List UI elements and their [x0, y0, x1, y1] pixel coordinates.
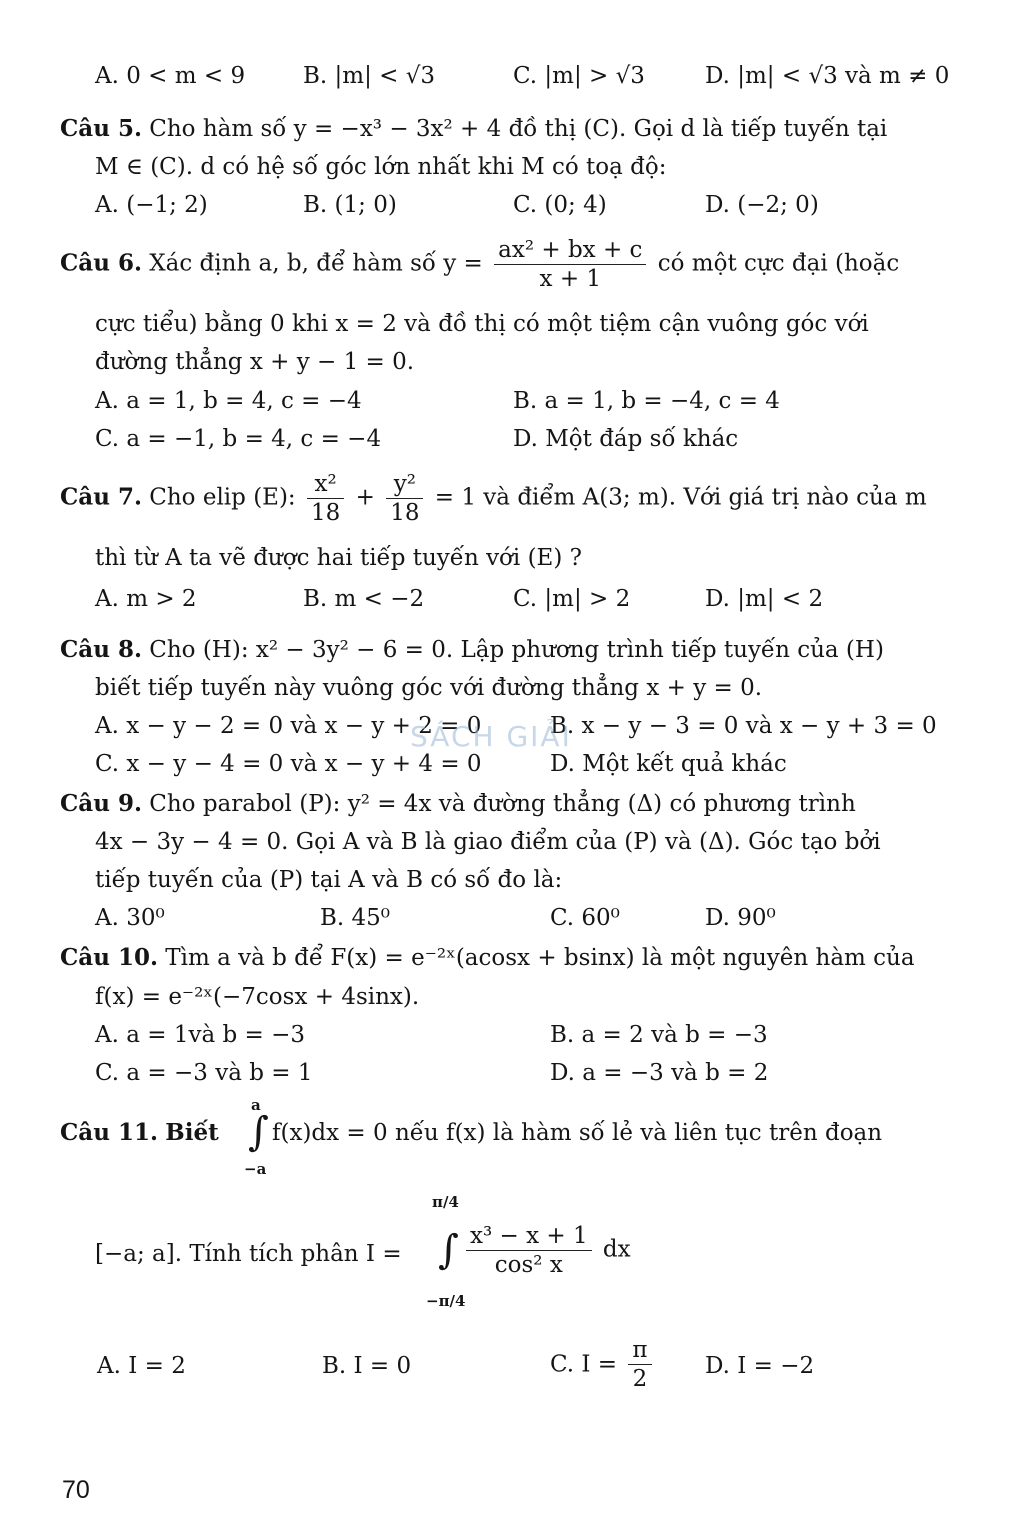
q6-option-c: C. a = −1, b = 4, c = −4 [95, 426, 382, 452]
q11-integral2-upper: π/4 [432, 1193, 459, 1211]
q7-fraction-y [386, 470, 423, 527]
q8-option-d: D. Một kết quả khác [550, 751, 787, 777]
q11-option-c-denominator: 2 [632, 1366, 648, 1392]
q6-fraction [494, 236, 646, 293]
q6-fraction-numerator: ax² + bx + c [494, 236, 646, 265]
q11-integral2-sign: ∫ [438, 1227, 459, 1273]
q7-plus: + [355, 484, 375, 511]
q10-label: Câu 10. [60, 944, 158, 971]
q11-integral1-upper: a [251, 1096, 261, 1114]
q7-fraction-x-denominator: 18 [311, 500, 341, 526]
q9-option-a: A. 30⁰ [95, 905, 165, 931]
q9-option-d: D. 90⁰ [705, 905, 776, 931]
q5-label: Câu 5. [60, 115, 142, 142]
q11-option-c-fraction [628, 1336, 651, 1393]
q7-option-d: D. |m| < 2 [705, 586, 824, 612]
q5-option-d: D. (−2; 0) [705, 192, 819, 218]
q5-option-c: C. (0; 4) [513, 192, 607, 218]
q6-option-b: B. a = 1, b = −4, c = 4 [513, 388, 780, 414]
q6-line2: cực tiểu) bằng 0 khi x = 2 và đồ thị có một tiệm cận vuông góc với [95, 311, 869, 337]
q9-line2: 4x − 3y − 4 = 0. Gọi A và B là giao điểm của (P) và (Δ). Góc tạo bởi [95, 829, 881, 855]
q7-text-pre: Cho elip (E): [149, 484, 296, 511]
q7-fraction-y-numerator: y² [386, 470, 423, 499]
q9-line1 [60, 790, 856, 818]
q8-text1: Cho (H): x² − 3y² − 6 = 0. Lập phương trình tiếp tuyến của (H) [149, 637, 884, 663]
q10-line2: f(x) = e⁻²ˣ(−7cosx + 4sinx). [95, 984, 420, 1010]
q7-line2: thì từ A ta vẽ được hai tiếp tuyến với (E) ? [95, 545, 582, 571]
q11-line2-pre: [−a; a]. Tính tích phân I = [95, 1241, 402, 1267]
q11-line1-rest: f(x)dx = 0 nếu f(x) là hàm số lẻ và liên tục trên đoạn [272, 1120, 883, 1146]
q9-label: Câu 9. [60, 790, 142, 817]
q7-option-a: A. m > 2 [95, 586, 197, 612]
q11-label: Câu 11. [60, 1119, 158, 1146]
q11-integrand [462, 1222, 631, 1279]
q11-integral2-lower: −π/4 [426, 1292, 466, 1310]
q10-option-d: D. a = −3 và b = 2 [550, 1060, 769, 1086]
q7-text-post: = 1 và điểm A(3; m). Với giá trị nào của m [434, 484, 927, 511]
q10-option-a: A. a = 1và b = −3 [95, 1022, 306, 1048]
q11-option-d: D. I = −2 [705, 1353, 815, 1379]
q11-option-b: B. I = 0 [322, 1353, 412, 1379]
page-number: 70 [62, 1476, 90, 1504]
q5-option-b: B. (1; 0) [303, 192, 397, 218]
q7-fraction-x-numerator: x² [307, 470, 344, 499]
q7-option-b: B. m < −2 [303, 586, 425, 612]
q6-text-post: có một cực đại (hoặc [657, 250, 900, 277]
q9-line3: tiếp tuyến của (P) tại A và B có số đo là: [95, 867, 563, 893]
q11-line1-lead [60, 1119, 219, 1147]
q7-fraction-y-denominator: 18 [390, 500, 420, 526]
q11-option-c-numerator: π [628, 1336, 651, 1365]
q11-integral1-lower: −a [244, 1160, 267, 1178]
q11-option-c [550, 1336, 656, 1393]
q8-option-a: A. x − y − 2 = 0 và x − y + 2 = 0 [95, 713, 482, 739]
q6-text-pre: Xác định a, b, để hàm số y = [149, 250, 483, 277]
q6-option-d: D. Một đáp số khác [513, 426, 739, 452]
q9-text1: Cho parabol (P): y² = 4x và đường thẳng (Δ) có phương trình [149, 791, 856, 817]
q11-dx: dx [602, 1236, 631, 1263]
q6-line1 [60, 236, 899, 293]
q11-option-c-label: C. I = [550, 1351, 618, 1378]
q8-line2: biết tiếp tuyến này vuông góc với đường thẳng x + y = 0. [95, 675, 763, 701]
q10-line1 [60, 944, 915, 972]
q8-line1 [60, 636, 884, 664]
q11-integrand-fraction [466, 1222, 592, 1279]
q10-text1: Tìm a và b để F(x) = e⁻²ˣ(acosx + bsinx) là một nguyên hàm của [165, 945, 915, 971]
q5-text1: Cho hàm số y = −x³ − 3x² + 4 đồ thị (C). Gọi d là tiếp tuyến tại [149, 116, 888, 142]
q8-option-b: B. x − y − 3 = 0 và x − y + 3 = 0 [550, 713, 937, 739]
q7-fraction-x [307, 470, 344, 527]
q11-text-pre: Biết [165, 1119, 219, 1146]
q7-option-c: C. |m| > 2 [513, 586, 631, 612]
q9-option-b: B. 45⁰ [320, 905, 391, 931]
q11-integral1-sign: ∫ [248, 1109, 269, 1155]
q11-integrand-numerator: x³ − x + 1 [466, 1222, 592, 1251]
q8-option-c: C. x − y − 4 = 0 và x − y + 4 = 0 [95, 751, 482, 777]
watermark: SÁCH GIẢI [410, 720, 572, 753]
q10-option-c: C. a = −3 và b = 1 [95, 1060, 313, 1086]
q4-option-c: C. |m| > √3 [513, 63, 645, 89]
q7-line1 [60, 470, 927, 527]
q4-option-b: B. |m| < √3 [303, 63, 436, 89]
q11-option-a: A. I = 2 [97, 1353, 186, 1379]
q9-option-c: C. 60⁰ [550, 905, 620, 931]
q11-integrand-denominator: cos² x [494, 1252, 563, 1278]
q6-option-a: A. a = 1, b = 4, c = −4 [95, 388, 362, 414]
q7-label: Câu 7. [60, 483, 142, 511]
q6-label: Câu 6. [60, 249, 142, 277]
q4-option-d: D. |m| < √3 và m ≠ 0 [705, 63, 950, 89]
q8-label: Câu 8. [60, 636, 142, 663]
q5-line2: M ∈ (C). d có hệ số góc lớn nhất khi M có toạ độ: [95, 154, 667, 180]
q10-option-b: B. a = 2 và b = −3 [550, 1022, 768, 1048]
q5-option-a: A. (−1; 2) [95, 192, 208, 218]
q5-line1 [60, 115, 887, 143]
q4-option-a: A. 0 < m < 9 [95, 63, 246, 89]
q6-fraction-denominator: x + 1 [539, 266, 602, 292]
q6-line3: đường thẳng x + y − 1 = 0. [95, 349, 415, 375]
